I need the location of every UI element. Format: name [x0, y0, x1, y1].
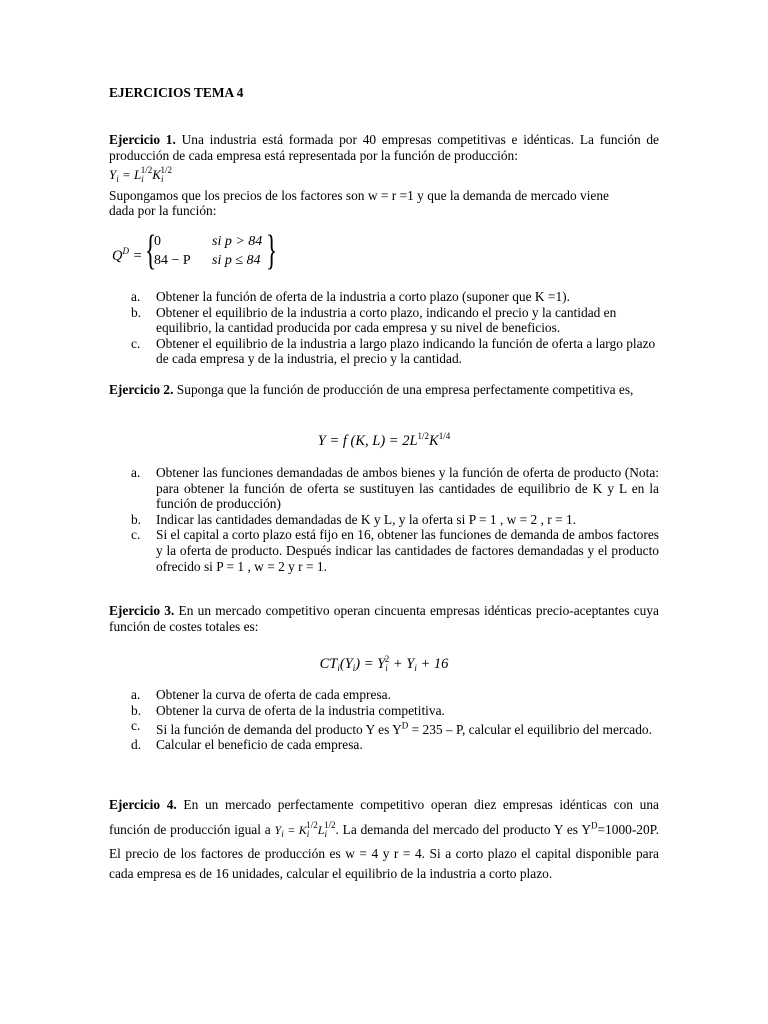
exercise-3-items	[109, 687, 659, 753]
right-brace: }	[266, 228, 278, 274]
list-item: c. Si el capital a corto plazo está fijo en 16, obtener las funciones de demanda de ambos factores y la oferta de producto. Después indicar las cantidades de factores demandadas y el producto ofrecido si P = 1 , w = 2 y r = 1.	[131, 527, 659, 574]
exercise-3-intro: Ejercicio 3. En un mercado competitivo operan cincuenta empresas idénticas precio-aceptantes cuya función de costes totales es:	[109, 603, 659, 634]
exercise-1-items	[109, 289, 659, 367]
demand-row2-condition: si p ≤ 84	[212, 253, 261, 268]
exercise-3	[109, 603, 659, 634]
list-item: b. Obtener la curva de oferta de la industria competitiva.	[131, 702, 445, 718]
demand-row1-value: 0	[154, 234, 161, 249]
exercise-1-label: Ejercicio 1.	[109, 132, 176, 147]
exercise-1-para2: Supongamos que los precios de los factores son w = r =1 y que la demanda de mercado viene dada por la función:	[109, 187, 610, 219]
exercise-4-label: Ejercicio 4.	[109, 797, 177, 812]
demand-lhs: $Q^D$ =	[112, 246, 143, 264]
exercise-2-label: Ejercicio 2.	[109, 382, 174, 397]
list-item: a. Obtener la función de oferta de la industria a corto plazo (suponer que K =1).	[131, 289, 570, 304]
exercise-1-intro-text: Una industria está formada por 40 empresas competitivas e idénticas. La función de producción de cada empresa está representada por la función de producción:	[109, 132, 660, 163]
list-item: a. Obtener las funciones demandadas de ambos bienes y la función de oferta de producto (Nota: para obtener la función de oferta se sustituyen las cantidades de equilibrio de K y L en la función de producción)	[131, 465, 659, 512]
list-item: c. Si la función de demanda del producto Y es $Y^D = 235 - P$, calcular el equilibrio del mercado.	[131, 718, 652, 737]
left-brace: {	[145, 228, 157, 274]
exercise-2-intro: Ejercicio 2. Suponga que la función de producción de una empresa perfectamente competitiva es,	[109, 382, 634, 397]
exercise-4-formula: $Y_i = K_i^{1/2}L_i^{1/2}$	[274, 820, 336, 839]
page-title: EJERCICIOS TEMA 4	[109, 85, 244, 100]
exercise-3-label: Ejercicio 3.	[109, 603, 175, 618]
exercise-1	[109, 132, 659, 219]
exercise-2-items	[109, 465, 659, 574]
list-item: b. Obtener el equilibrio de la industria a corto plazo, indicando el precio y la cantidad en equilibrio, la cantidad producida por cada empresa y su nivel de beneficios.	[131, 304, 617, 336]
exercise-4: Ejercicio 4. En un mercado perfectamente competitivo operan diez empresas idénticas con una función de producción igual a $Y_i = K_i^{1/2}L_i^{1/2}$. La demanda del mercado del producto Y es $Y^D=1000-20P$. El precio de los factores de producción es w = 4 y r = 4. Si a corto plazo el capital disponible para cada empresa es de 16 unidades, calcular el equilibrio de la industria a corto plazo.	[109, 797, 659, 881]
list-item: d. Calcular el beneficio de cada empresa.	[131, 737, 363, 753]
demand-row1-condition: si p > 84	[212, 234, 263, 249]
exercise-2	[109, 382, 659, 398]
exercise-2-formula: Y = f (K, $L) = 2L^{1/2}K^{1/4}$	[317, 431, 451, 449]
exercise-3-formula: $CT_i(Y_i) = Y_i^2 + Y_i + 16$	[319, 654, 449, 673]
exercise-1-intro	[109, 132, 659, 163]
list-item: c. Obtener el equilibrio de la industria a largo plazo indicando la función de oferta a largo plazo de cada empresa y de la industria, el precio y la cantidad.	[131, 335, 656, 367]
list-item: a. Obtener la curva de oferta de cada empresa.	[131, 687, 391, 702]
list-item: b. Indicar las cantidades demandadas de K y L, y la oferta si P = 1 , w = 2 , r = 1.	[131, 511, 577, 527]
exercise-1-demand-function	[112, 228, 282, 274]
exercise-1-production-function: $Y_i = L_i^{1/2}K_i^{1/2}$	[109, 165, 172, 185]
demand-row2-value: 84 − P	[154, 253, 191, 268]
